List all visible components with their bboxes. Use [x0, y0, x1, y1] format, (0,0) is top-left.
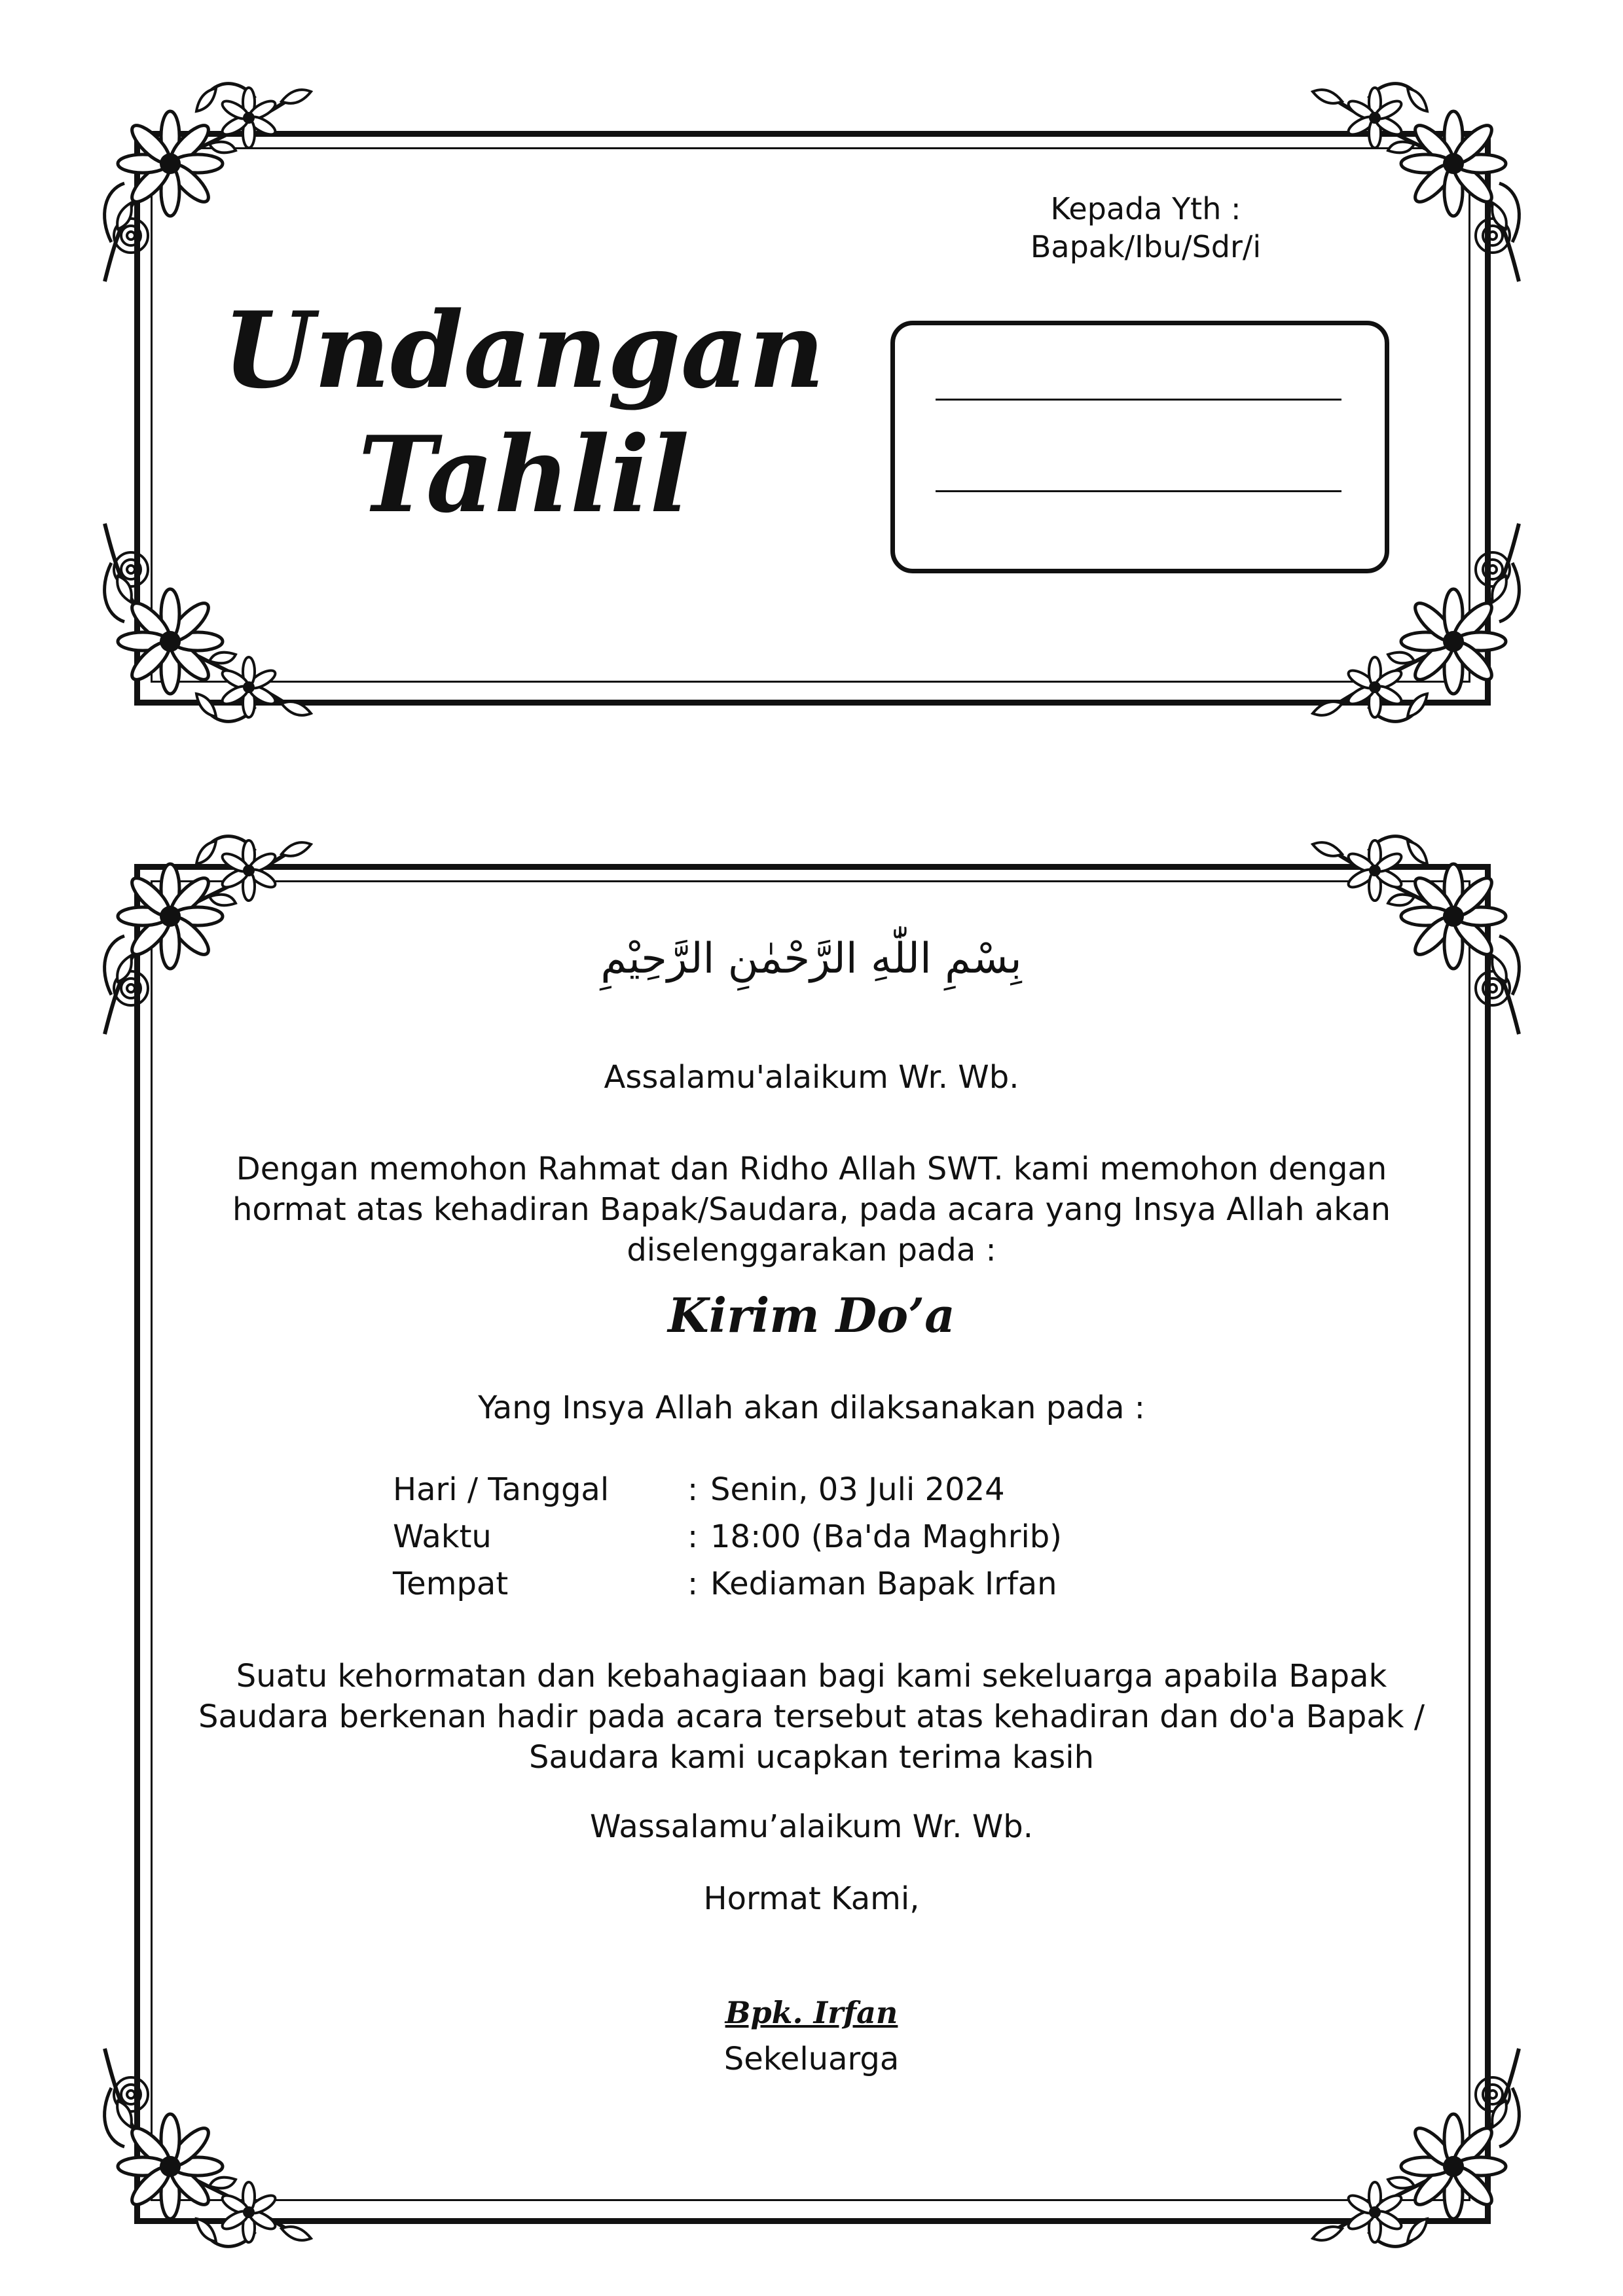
floral-corner-icon [1309, 825, 1532, 1047]
recipient-line-1[interactable] [936, 399, 1341, 401]
recipient-label-1: Kepada Yth : [1050, 191, 1241, 226]
details-table [393, 1469, 1309, 1613]
floral-corner-icon [92, 825, 314, 1047]
intro-paragraph [0, 1149, 1623, 1270]
event-name: Kirim Do’a [668, 1287, 955, 1343]
detail-separator: : [687, 1566, 699, 1602]
bismillah: بِسْمِ اللّٰهِ الرَّحْمٰنِ الرَّحِيْمِ [600, 935, 1022, 983]
title-line-1: Undangan [223, 289, 825, 412]
detail-row [393, 1469, 1309, 1516]
farewell: Wassalamu’alaikum Wr. Wb. [589, 1808, 1033, 1845]
floral-corner-icon [92, 511, 314, 733]
schedule-intro: Yang Insya Allah akan dilaksanakan pada : [478, 1390, 1145, 1426]
closing-paragraph [0, 1656, 1623, 1778]
recipient-label-2: Bapak/Ibu/Sdr/i [1030, 229, 1262, 264]
detail-row [393, 1564, 1309, 1611]
regards: Hormat Kami, [703, 1880, 920, 1917]
envelope-card [0, 0, 1623, 753]
intro-line: hormat atas kehadiran Bapak/Saudara, pada acara yang Insya Allah akan [232, 1191, 1391, 1228]
intro-line: Dengan memohon Rahmat dan Ridho Allah SWT. kami memohon dengan [236, 1151, 1387, 1187]
letter-card [0, 825, 1623, 2296]
envelope-title [196, 288, 851, 537]
detail-value: Kediaman Bapak Irfan [710, 1566, 1057, 1602]
detail-row [393, 1516, 1309, 1564]
floral-corner-icon [92, 72, 314, 295]
family: Sekeluarga [723, 2041, 900, 2077]
floral-corner-icon [1309, 72, 1532, 295]
detail-value: 18:00 (Ba'da Maghrib) [710, 1518, 1062, 1555]
recipient-heading [949, 190, 1342, 266]
detail-label: Tempat [393, 1566, 509, 1602]
detail-separator: : [687, 1518, 699, 1555]
detail-label: Waktu [393, 1518, 492, 1555]
detail-separator: : [687, 1471, 699, 1508]
recipient-line-2[interactable] [936, 490, 1341, 492]
detail-label: Hari / Tanggal [393, 1471, 610, 1508]
closing-line: Suatu kehormatan dan kebahagiaan bagi kami sekeluarga apabila Bapak [236, 1658, 1387, 1695]
signer-name: Bpk. Irfan [725, 1995, 898, 2030]
closing-line: Saudara kami ucapkan terima kasih [528, 1739, 1095, 1776]
closing-line: Saudara berkenan hadir pada acara tersebut atas kehadiran dan do'a Bapak / [198, 1698, 1425, 1735]
greeting: Assalamu'alaikum Wr. Wb. [604, 1059, 1019, 1096]
title-line-2: Tahlil [357, 413, 690, 536]
detail-value: Senin, 03 Juli 2024 [710, 1471, 1005, 1508]
recipient-box[interactable] [890, 321, 1389, 573]
intro-line: diselenggarakan pada : [627, 1232, 996, 1268]
